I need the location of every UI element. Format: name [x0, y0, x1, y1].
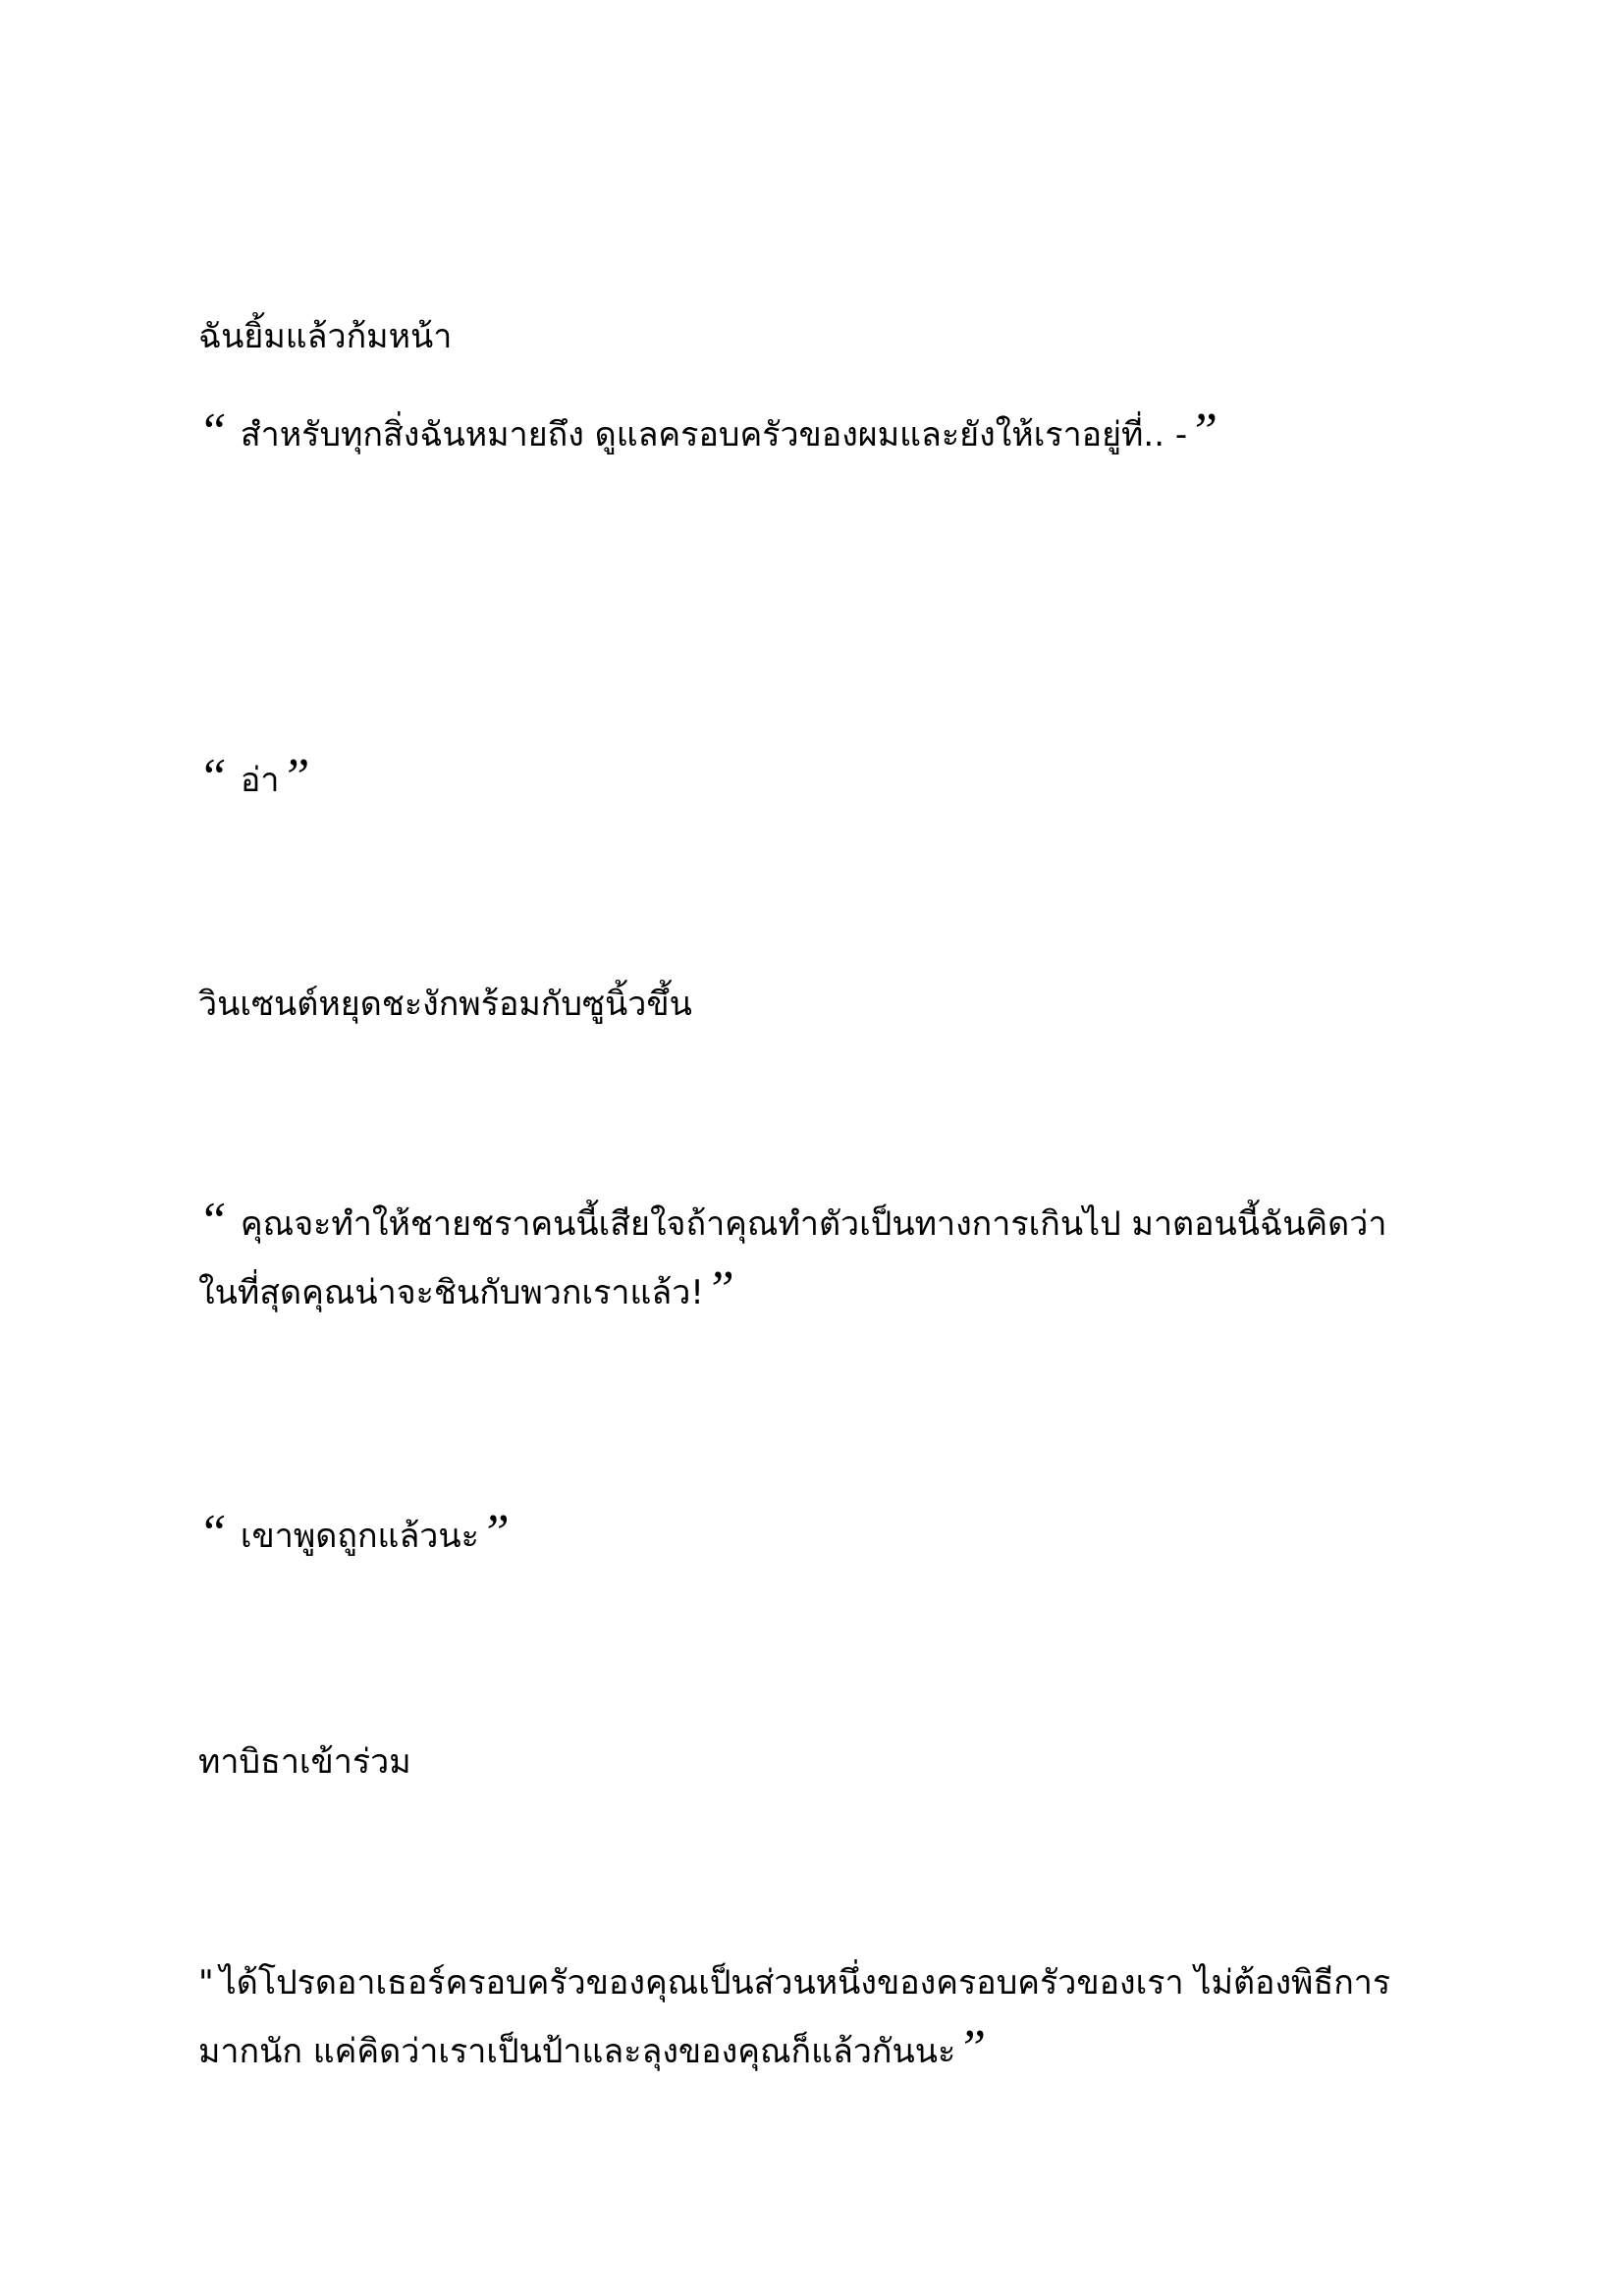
dialogue-paragraph: [198, 1949, 1475, 2086]
open-quote: “: [198, 403, 227, 459]
dialogue-paragraph: [198, 746, 1475, 815]
dialogue-paragraph: [198, 1502, 1475, 1571]
paragraph-text: เขาพูดถูกแล้วนะ: [240, 1517, 479, 1556]
narration-paragraph: [198, 1728, 1475, 1796]
paragraph-text-line-2: มากนัก แค่คิดว่าเราเป็นป้าและลุงของคุณก็แล้วกันนะ: [198, 2032, 956, 2071]
paragraph-text-line-1: ได้โปรดอาเธอร์ครอบครัวของคุณเป็นส่วนหนึ่งของครอบครัวของเรา ไม่ต้องพิธีการ: [219, 1963, 1391, 2002]
dialogue-line: [198, 746, 1475, 815]
narration-paragraph: [198, 302, 1475, 371]
dialogue-paragraph: [198, 400, 1475, 469]
open-quote: “: [198, 749, 227, 805]
dialogue-line: [198, 1502, 1475, 1571]
paragraph-text-line-1: คุณจะทำให้ชายชราคนนี้เสียใจถ้าคุณทำตัวเป็นทางการเกินไป มาตอนนี้ฉันคิดว่า: [240, 1204, 1387, 1244]
dialogue-line: [198, 1258, 1475, 1327]
paragraph-text: วินเซนต์หยุดชะงักพร้อมกับซูนิ้วขึ้น: [198, 985, 692, 1024]
dialogue-line: [198, 1190, 1475, 1258]
close-quote: ”: [480, 1505, 510, 1561]
open-quote: ": [198, 1963, 214, 2002]
paragraph-text-line-2: ในที่สุดคุณน่าจะชินกับพวกเราแล้ว!: [198, 1273, 704, 1312]
dialogue-line: [198, 1949, 1475, 2017]
paragraph-text: อ่า: [240, 761, 280, 800]
paragraph-text: สำหรับทุกสิ่งฉันหมายถึง ดูแลครอบครัวของผมและยังให้เราอยู่ที่.. -: [240, 415, 1188, 454]
open-quote: “: [198, 1193, 227, 1249]
narration-paragraph: [198, 970, 1475, 1039]
dialogue-paragraph: [198, 1190, 1475, 1327]
close-quote: ”: [281, 749, 310, 805]
close-quote: ”: [957, 2020, 987, 2076]
open-quote: “: [198, 1505, 227, 1561]
paragraph-text: ทาบิธาเข้าร่วม: [198, 1742, 411, 1782]
dialogue-line: [198, 2017, 1475, 2086]
dialogue-line: [198, 400, 1475, 469]
close-quote: ”: [1189, 403, 1218, 459]
close-quote: ”: [705, 1261, 734, 1317]
paragraph-text: ฉันยิ้มแล้วก้มหน้า: [198, 317, 453, 356]
